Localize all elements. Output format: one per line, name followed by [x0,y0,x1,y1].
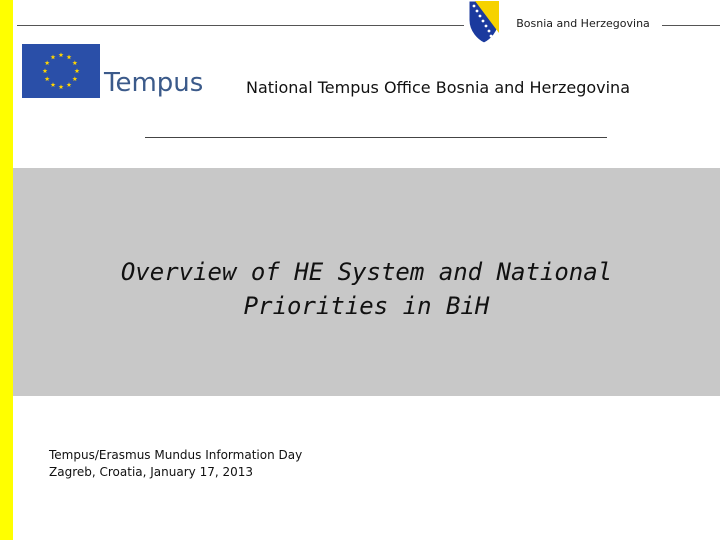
tempus-logo-wordmark: Tempus [104,68,204,98]
slide-title-line-1: Overview of HE System and National [120,258,613,286]
header-rule-right [662,25,720,26]
slide-title-line-2: Priorities in BiH [243,292,490,320]
eu-flag-icon [22,44,100,98]
slide-title [13,255,720,323]
bih-coat-of-arms-icon [466,0,502,44]
left-accent-stripe [0,0,13,540]
header-divider [145,137,607,138]
country-label: Bosnia and Herzegovina [516,17,650,30]
event-name: Tempus/Erasmus Mundus Information Day [49,448,303,462]
office-title: National Tempus Office Bosnia and Herzegovina [245,78,630,97]
event-place-date: Zagreb, Croatia, January 17, 2013 [49,465,253,479]
event-info [49,447,302,481]
header-rule-left [17,25,464,26]
